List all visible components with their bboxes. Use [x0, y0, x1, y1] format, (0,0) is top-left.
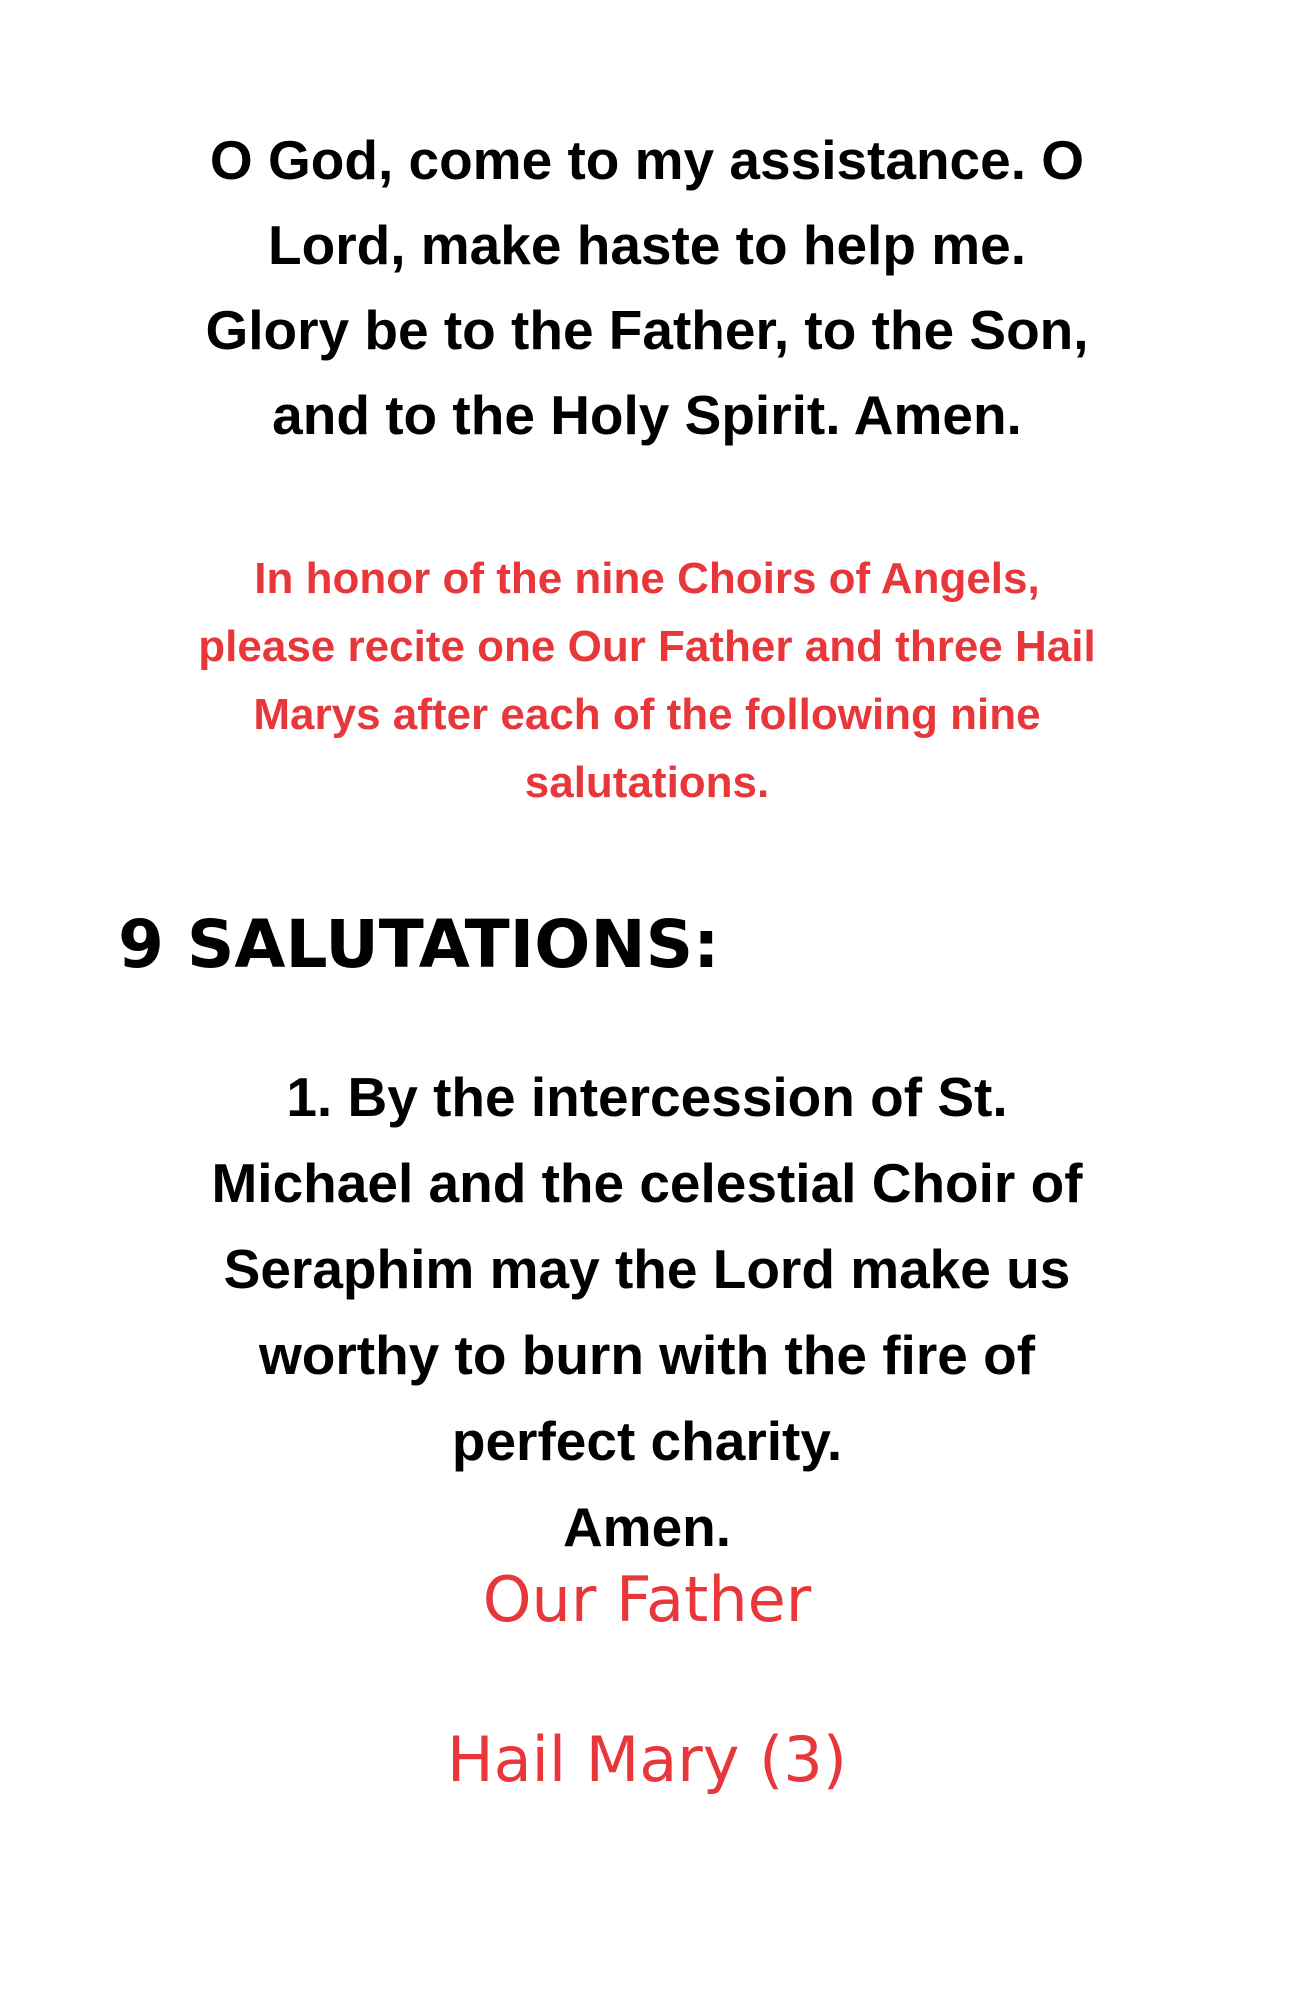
- opening-prayer-line: Lord, make haste to help me.: [268, 214, 1026, 276]
- salutation-line: Seraphim may the Lord make us: [223, 1238, 1071, 1300]
- opening-prayer: [0, 118, 1294, 458]
- salutation-line: 1. By the intercession of St.: [286, 1066, 1008, 1128]
- instruction-line: please recite one Our Father and three Hail: [198, 622, 1096, 671]
- opening-prayer-line: Glory be to the Father, to the Son,: [205, 299, 1089, 361]
- opening-prayer-line: and to the Holy Spirit. Amen.: [272, 384, 1022, 446]
- salutation-amen: Amen.: [562, 1496, 732, 1558]
- salutation-line: perfect charity.: [451, 1410, 843, 1472]
- hail-mary-prayer: Hail Mary (3): [447, 1723, 847, 1796]
- salutation-line: worthy to burn with the fire of: [258, 1324, 1036, 1386]
- instruction-line: Marys after each of the following nine: [253, 690, 1041, 739]
- salutation-1: [0, 1054, 1294, 1566]
- instruction-line: In honor of the nine Choirs of Angels,: [254, 554, 1040, 603]
- salutation-line: Michael and the celestial Choir of: [211, 1152, 1083, 1214]
- opening-prayer-line: O God, come to my assistance. O: [209, 129, 1085, 191]
- instruction-line: salutations.: [524, 758, 770, 807]
- salutations-heading: 9 SALUTATIONS:: [118, 906, 720, 983]
- our-father-prayer: Our Father: [482, 1563, 812, 1636]
- instruction-text: [0, 545, 1294, 817]
